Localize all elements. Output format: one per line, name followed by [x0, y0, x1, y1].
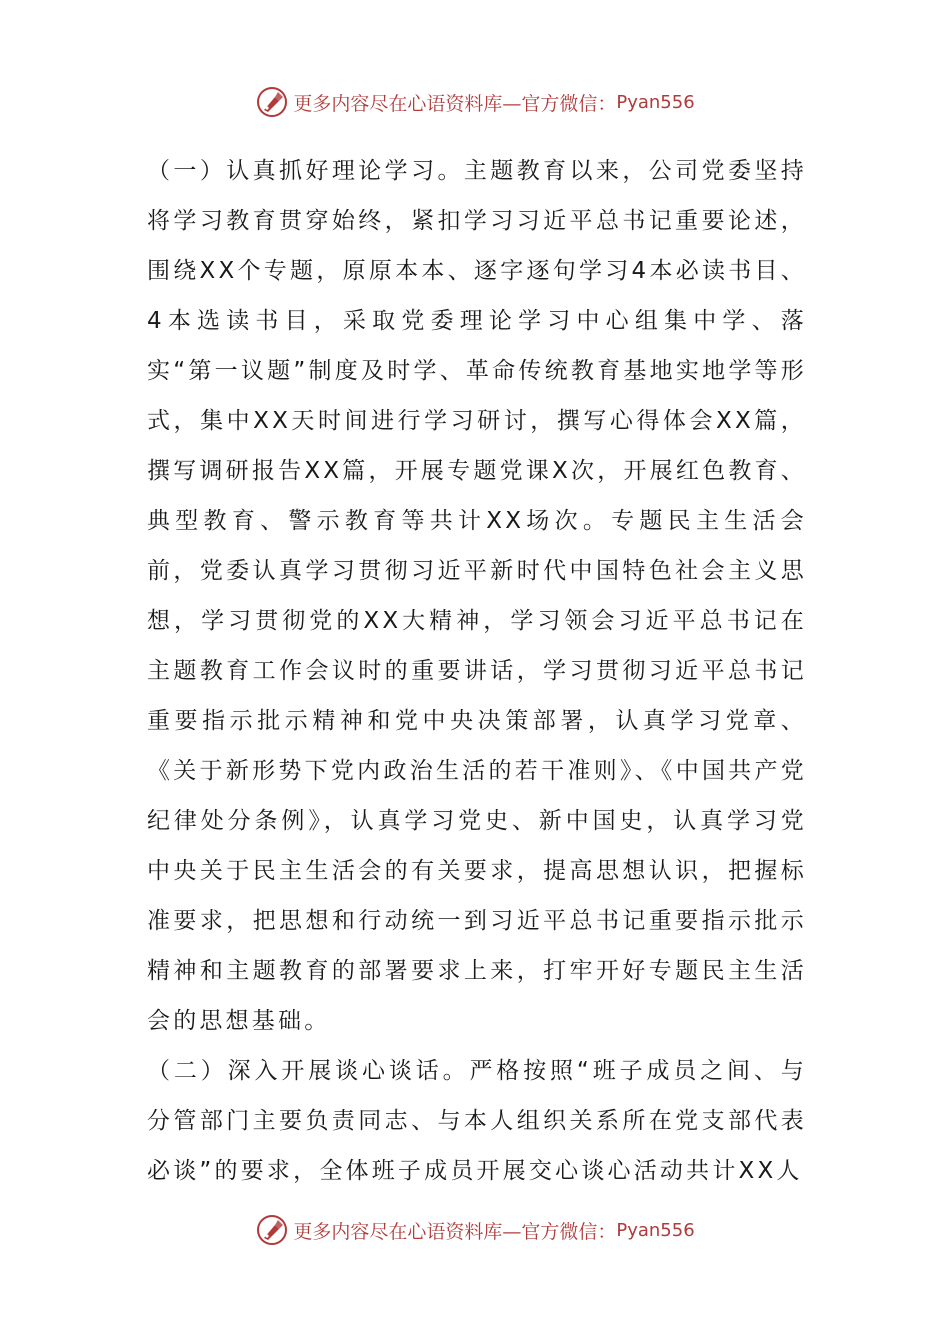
watermark-header — [0, 82, 950, 122]
pen-nib-circle-icon — [255, 85, 289, 119]
paragraph-theory-study: （一）认真抓好理论学习。主题教育以来，公司党委坚持将学习教育贯穿始终，紧扣学习习近平总书记重要论述，围绕XX个专题，原原本本、逐字逐句学习4本必读书目、4本选读书目，采取党委理论学习中心组集中学、落实“第一议题”制度及时学、革命传统教育基地实地学等形式，集中XX天时间进行学习研讨，撰写心得体会XX篇，撰写调研报告XX篇，开展专题党课X次，开展红色教育、典型教育、警示教育等共计XX场次。专题民主生活会前，党委认真学习贯彻习近平新时代中国特色社会主义思想，学习贯彻党的XX大精神，学习领会习近平总书记在主题教育工作会议时的重要讲话，学习贯彻习近平总书记重要指示批示精神和党中央决策部署，认真学习党章、《关于新形势下党内政治生活的若干准则》、《中国共产党纪律处分条例》，认真学习党史、新中国史，认真学习党中央关于民主生活会的有关要求，提高思想认识，把握标准要求，把思想和行动统一到习近平总书记重要指示批示精神和主题教育的部署要求上来，打牢开好专题民主生活会的思想基础。 — [147, 158, 807, 1034]
document-body — [147, 146, 807, 1196]
pen-nib-circle-icon — [255, 1213, 289, 1247]
paragraph-heart-to-heart-talks: （二）深入开展谈心谈话。严格按照“班子成员之间、与分管部门主要负责同志、与本人组织关系所在党支部代表必谈”的要求，全体班子成员开展交心谈心活动共计XX人 — [147, 1058, 807, 1184]
watermark-text: 更多内容尽在心语资料库—官方微信： — [293, 92, 617, 115]
watermark-handle: Pyan556 — [616, 1219, 695, 1241]
watermark-footer — [0, 1210, 950, 1250]
watermark-handle: Pyan556 — [616, 91, 695, 113]
watermark-text: 更多内容尽在心语资料库—官方微信： — [293, 1220, 617, 1243]
